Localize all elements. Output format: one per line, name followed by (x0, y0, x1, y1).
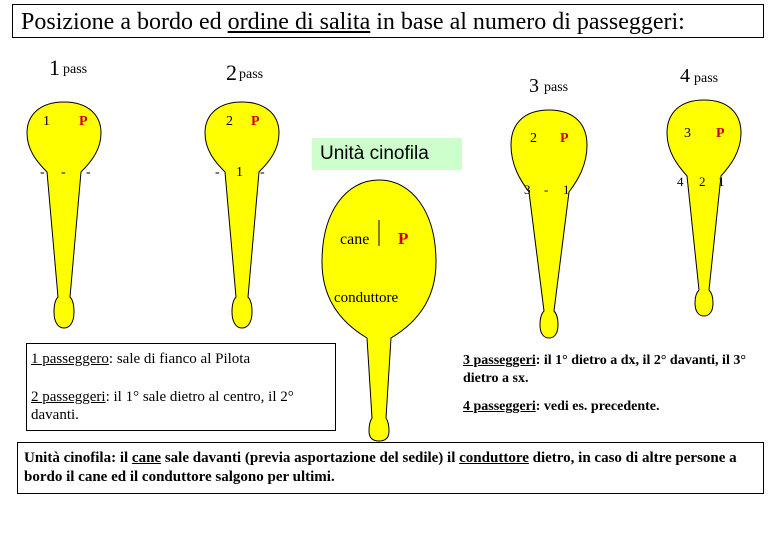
title-part1: Posizione a bordo ed (21, 9, 228, 35)
note-1pass-text: : sale di fianco al Pilota (108, 351, 251, 367)
note-1pass-term: 1 passeggero (31, 351, 109, 367)
note-2pass-term: 2 passeggeri (31, 389, 106, 405)
paddle-3pass (511, 75, 587, 338)
p4-top-left: 3 (684, 126, 691, 141)
paddle-1pass (27, 55, 101, 328)
p4-pilot: P (716, 126, 725, 141)
p3-seq-0: 3 (524, 182, 531, 197)
paddle-1-body (27, 102, 101, 328)
note-1pass (31, 350, 331, 368)
cinofila-conduttore: conduttore (334, 290, 399, 306)
note-cino-a: Unità cinofila: il (24, 450, 132, 466)
p3-seq-1: - (544, 182, 549, 197)
note-3pass-text: : il 1° dietro a dx, il 2° davanti, il 3° dietro a sx. (463, 353, 746, 386)
p3-top-left: 2 (530, 131, 537, 146)
p2-top-left: 2 (226, 114, 233, 129)
p3-seq-2: 1 (563, 182, 570, 197)
note-cino-conduttore: conduttore (459, 450, 529, 466)
paddle-cinofila (322, 180, 436, 441)
cinofila-pilot: P (398, 229, 409, 248)
p2-seq-0: - (215, 165, 220, 180)
paddle-2pass (205, 60, 279, 328)
p1-seq-1: - (61, 165, 66, 180)
p1-pilot: P (79, 114, 88, 129)
p2-header-num: 2 (226, 60, 237, 85)
note-2pass (31, 388, 331, 424)
note-2pass-text: : il 1° sale dietro al centro, il 2° davanti. (31, 389, 294, 423)
p4-header-pass: pass (694, 71, 719, 86)
cinofila-cane: cane (340, 231, 370, 248)
note-3pass-term: 3 passeggeri (463, 353, 536, 368)
p2-seq-1: 1 (236, 165, 243, 180)
p4-seq-0: 4 (677, 174, 684, 189)
p3-pilot: P (560, 131, 569, 146)
p4-seq-1: 2 (699, 174, 706, 189)
p4-seq-2: 1 (718, 174, 725, 189)
paddle-4-body (667, 100, 741, 316)
note-cino-b: sale davanti (previa asportazione del sedile) il (161, 450, 460, 466)
paddle-3-body (511, 110, 587, 338)
title-part3: in base al numero di passeggeri: (370, 9, 685, 35)
p1-seq-2: - (86, 165, 91, 180)
p4-header-num: 4 (680, 65, 690, 87)
cinofila-label: Unità cinofila (312, 138, 462, 170)
note-4pass-text: : vedi es. precedente. (535, 399, 660, 414)
note-cino-cane: cane (131, 450, 162, 466)
p1-header-num: 1 (49, 55, 60, 80)
note-4pass (463, 398, 753, 416)
note-cino-c: dietro, in caso di altre persone a bordo il cane ed il conduttore salgono per ultimi. (24, 450, 737, 485)
note-4pass-term: 4 passeggeri (463, 399, 536, 414)
note-3pass (463, 352, 753, 388)
title-part2: ordine di salita (227, 9, 371, 35)
note-box-3-4 (458, 347, 758, 431)
p3-header-pass: pass (544, 80, 569, 95)
p1-top-left: 1 (43, 114, 50, 129)
p1-header-pass: pass (63, 62, 88, 77)
paddle-4pass (667, 65, 741, 316)
note-box-1-2 (26, 343, 336, 431)
p1-seq-0: - (40, 165, 45, 180)
p2-pilot: P (251, 114, 260, 129)
p2-seq-2: - (260, 165, 265, 180)
paddle-2-body (205, 102, 279, 328)
p3-header-num: 3 (529, 75, 539, 97)
p2-header-pass: pass (239, 67, 264, 82)
note-box-cinofila (17, 442, 764, 494)
cinofila-body (322, 180, 436, 441)
